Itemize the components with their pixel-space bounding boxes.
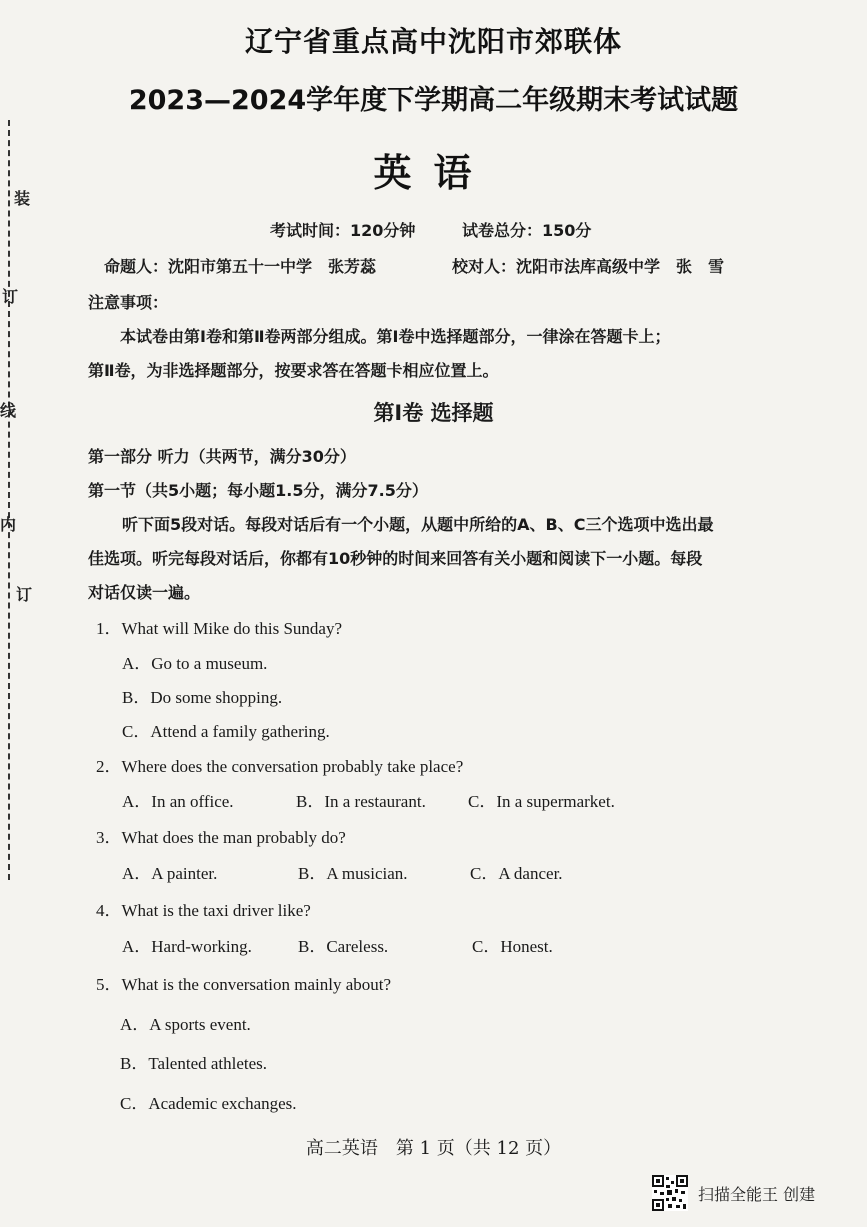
option-b: B．A musician. [298, 864, 408, 883]
binding-mark: 线 [0, 401, 17, 420]
subsection-heading: 第一节（共5小题；每小题1.5分，满分7.5分） [88, 481, 428, 500]
option-a: A．Hard-working. [122, 937, 252, 956]
exam-title-line2: 2023—2024学年度下学期高二年级期末考试试题 [128, 85, 739, 116]
binding-mark: 装 [14, 189, 31, 208]
option-c: C．In a supermarket. [468, 792, 615, 811]
option-a: A．Go to a museum. [122, 654, 268, 673]
question-stem: 1．What will Mike do this Sunday? [96, 619, 343, 638]
instructions-line-3: 对话仅读一遍。 [88, 583, 201, 602]
question-stem: 3．What does the man probably do? [96, 828, 346, 847]
option-a: A．A sports event. [120, 1015, 251, 1034]
page-footer: 高二英语 第 1 页（共 12 页） [305, 1138, 562, 1159]
exam-total-score: 试卷总分：150分 [462, 221, 592, 240]
option-a: A．A painter. [122, 864, 218, 883]
scanner-watermark: 扫描全能王 创建 [698, 1185, 816, 1204]
option-c: C．Attend a family gathering. [122, 722, 330, 741]
exam-setter: 命题人：沈阳市第五十一中学 张芳蕊 [104, 257, 377, 276]
notes-line-2: 第Ⅱ卷，为非选择题部分，按要求答在答题卡相应位置上。 [88, 361, 499, 380]
exam-checker: 校对人：沈阳市法库高级中学 张 雪 [452, 257, 725, 276]
option-a: A．In an office. [122, 792, 234, 811]
option-c: C．A dancer. [470, 864, 563, 883]
binding-mark: 订 [16, 585, 33, 604]
binding-dashed-line [8, 120, 10, 880]
subject-title: 英语 [373, 151, 494, 195]
notes-heading: 注意事项： [88, 293, 169, 312]
option-b: B．In a restaurant. [296, 792, 426, 811]
question-stem: 4．What is the taxi driver like? [96, 901, 311, 920]
exam-title-line1: 辽宁省重点高中沈阳市郊联体 [244, 25, 622, 58]
option-b: B．Talented athletes. [120, 1054, 268, 1073]
binding-mark: 内 [0, 515, 17, 534]
option-c: C．Honest. [472, 937, 553, 956]
option-b: B．Careless. [298, 937, 389, 956]
instructions-line-1: 听下面5段对话。每段对话后有一个小题，从题中所给的A、B、C三个选项中选出最 [122, 515, 714, 534]
instructions-line-2: 佳选项。听完每段对话后，你都有10秒钟的时间来回答有关小题和阅读下一小题。每段 [88, 549, 703, 568]
section-title: 第Ⅰ卷 选择题 [373, 401, 494, 425]
notes-line-1: 本试卷由第Ⅰ卷和第Ⅱ卷两部分组成。第Ⅰ卷中选择题部分，一律涂在答题卡上； [120, 327, 671, 346]
option-c: C．Academic exchanges. [120, 1094, 297, 1113]
question-stem: 5．What is the conversation mainly about? [96, 975, 392, 994]
part-heading: 第一部分 听力（共两节，满分30分） [88, 447, 356, 466]
binding-mark: 订 [2, 287, 19, 306]
option-b: B．Do some shopping. [122, 688, 283, 707]
question-stem: 2．Where does the conversation probably take place? [96, 757, 464, 776]
qr-code-icon [652, 1175, 688, 1211]
exam-time: 考试时间：120分钟 [270, 221, 416, 240]
